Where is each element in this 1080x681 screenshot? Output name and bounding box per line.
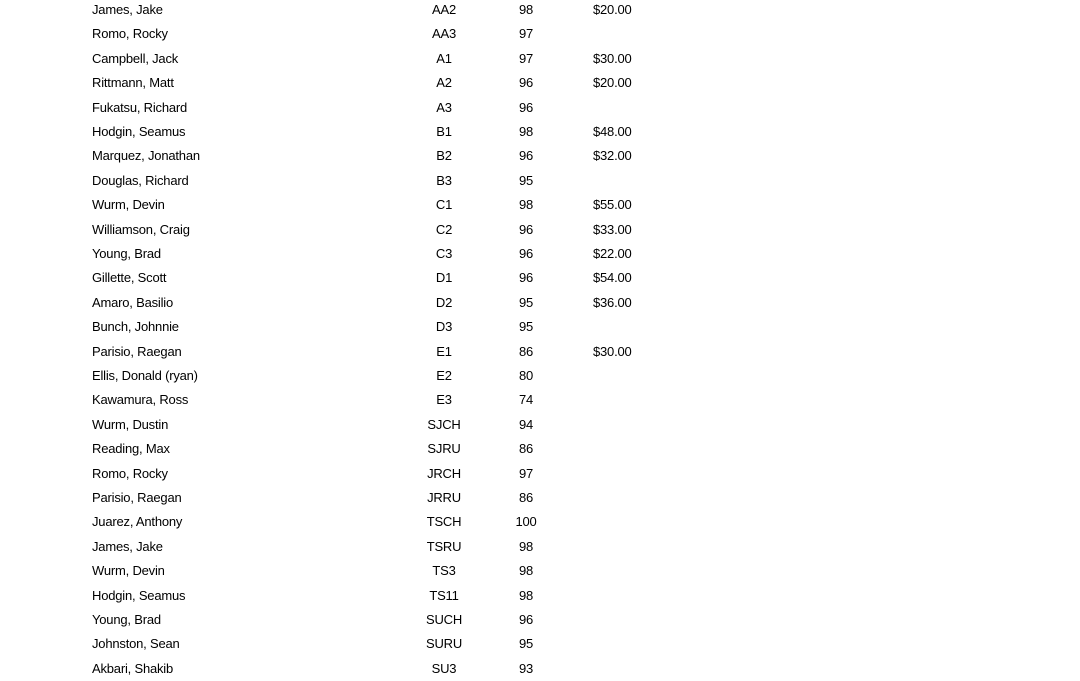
prize-cell: $20.00 [593, 2, 632, 17]
class-cell: TS11 [429, 587, 459, 603]
table-row [0, 608, 1080, 632]
class-cell: A3 [436, 99, 452, 115]
name-cell: Campbell, Jack [92, 50, 179, 66]
name-cell: Romo, Rocky [92, 26, 168, 42]
name-cell: Akbari, Shakib [92, 660, 174, 676]
table-row [0, 364, 1080, 388]
score-cell: 97 [518, 465, 534, 481]
score-cell: 100 [515, 514, 537, 530]
score-cell: 96 [518, 75, 534, 91]
table-row [0, 242, 1080, 266]
class-cell: TS3 [432, 563, 456, 579]
name-cell: Young, Brad [92, 612, 161, 627]
table-row [0, 486, 1080, 510]
score-cell: 96 [518, 148, 534, 164]
table-row [0, 193, 1080, 217]
name-cell: Hodgin, Seamus [92, 124, 186, 139]
name-cell: Hodgin, Seamus [92, 587, 186, 603]
score-cell: 98 [518, 2, 534, 17]
prize-cell: $54.00 [593, 270, 632, 286]
class-cell: A1 [436, 50, 452, 66]
table-row [0, 462, 1080, 486]
table-row [0, 315, 1080, 339]
class-cell: SJRU [427, 441, 461, 457]
table-row [0, 120, 1080, 144]
name-cell: Johnston, Sean [92, 636, 180, 652]
score-cell: 80 [518, 368, 534, 383]
name-cell: Juarez, Anthony [92, 514, 183, 530]
table-row [0, 144, 1080, 168]
name-cell: Williamson, Craig [92, 221, 190, 237]
score-cell: 98 [518, 197, 534, 213]
score-cell: 98 [518, 563, 534, 579]
score-cell: 96 [518, 221, 534, 237]
table-row [0, 388, 1080, 412]
score-cell: 98 [518, 538, 534, 554]
score-cell: 86 [518, 441, 534, 457]
class-cell: C3 [435, 246, 453, 261]
name-cell: Reading, Max [92, 441, 170, 457]
name-cell: Wurm, Devin [92, 197, 165, 213]
name-cell: Douglas, Richard [92, 172, 189, 188]
prize-cell: $36.00 [593, 294, 632, 310]
name-cell: Wurm, Dustin [92, 416, 169, 432]
name-cell: James, Jake [92, 538, 163, 554]
class-cell: E1 [436, 343, 452, 359]
class-cell: AA2 [432, 2, 456, 17]
score-cell: 93 [518, 660, 534, 676]
class-cell: JRRU [427, 490, 461, 505]
name-cell: Wurm, Devin [92, 563, 165, 579]
name-cell: Marquez, Jonathan [92, 148, 200, 164]
table-row [0, 535, 1080, 559]
table-row [0, 632, 1080, 656]
table-row [0, 584, 1080, 608]
table-row [0, 413, 1080, 437]
name-cell: Parisio, Raegan [92, 343, 182, 359]
score-cell: 95 [518, 636, 534, 652]
prize-cell: $30.00 [593, 50, 632, 66]
score-cell: 97 [518, 26, 534, 42]
class-cell: SUCH [425, 612, 463, 627]
table-row [0, 510, 1080, 534]
name-cell: Rittmann, Matt [92, 75, 174, 91]
class-cell: E2 [436, 368, 452, 383]
class-cell: D3 [435, 319, 453, 335]
table-row [0, 437, 1080, 461]
prize-cell: $22.00 [593, 246, 632, 261]
name-cell: Ellis, Donald (ryan) [92, 368, 198, 383]
class-cell: D2 [435, 294, 453, 310]
score-cell: 74 [518, 392, 534, 408]
table-row [0, 96, 1080, 120]
table-row [0, 266, 1080, 290]
score-cell: 94 [518, 416, 534, 432]
prize-cell: $48.00 [593, 124, 632, 139]
table-row [0, 0, 1080, 22]
class-cell: B2 [436, 148, 452, 164]
table-row [0, 340, 1080, 364]
table-row [0, 47, 1080, 71]
name-cell: Fukatsu, Richard [92, 99, 188, 115]
name-cell: Young, Brad [92, 246, 161, 261]
name-cell: Parisio, Raegan [92, 490, 182, 505]
name-cell: James, Jake [92, 2, 163, 17]
class-cell: A2 [436, 75, 452, 91]
prize-cell: $20.00 [593, 75, 632, 91]
prize-cell: $32.00 [593, 148, 632, 164]
class-cell: D1 [435, 270, 453, 286]
table-row [0, 22, 1080, 46]
name-cell: Gillette, Scott [92, 270, 167, 286]
table-row [0, 291, 1080, 315]
class-cell: B1 [436, 124, 452, 139]
score-cell: 96 [518, 612, 534, 627]
name-cell: Bunch, Johnnie [92, 319, 179, 335]
score-cell: 96 [518, 270, 534, 286]
class-cell: B3 [436, 172, 452, 188]
class-cell: JRCH [427, 465, 461, 481]
class-cell: AA3 [432, 26, 456, 42]
prize-cell: $33.00 [593, 221, 632, 237]
class-cell: C2 [435, 221, 453, 237]
name-cell: Romo, Rocky [92, 465, 168, 481]
prize-cell: $30.00 [593, 343, 632, 359]
table-row [0, 71, 1080, 95]
class-cell: E3 [436, 392, 452, 408]
score-cell: 97 [518, 50, 534, 66]
prize-cell: $55.00 [593, 197, 632, 213]
score-cell: 86 [518, 343, 534, 359]
class-cell: C1 [435, 197, 453, 213]
score-cell: 95 [518, 172, 534, 188]
name-cell: Kawamura, Ross [92, 392, 189, 408]
score-cell: 98 [518, 587, 534, 603]
class-cell: SJCH [427, 416, 461, 432]
class-cell: TSRU [426, 538, 462, 554]
score-cell: 86 [518, 490, 534, 505]
score-cell: 98 [518, 124, 534, 139]
class-cell: TSCH [426, 514, 462, 530]
score-cell: 95 [518, 319, 534, 335]
class-cell: SU3 [431, 660, 457, 676]
name-cell: Amaro, Basilio [92, 294, 174, 310]
score-cell: 96 [518, 246, 534, 261]
score-cell: 96 [518, 99, 534, 115]
score-cell: 95 [518, 294, 534, 310]
table-row [0, 169, 1080, 193]
class-cell: SURU [425, 636, 463, 652]
table-row [0, 218, 1080, 242]
table-row [0, 657, 1080, 681]
table-row [0, 559, 1080, 583]
